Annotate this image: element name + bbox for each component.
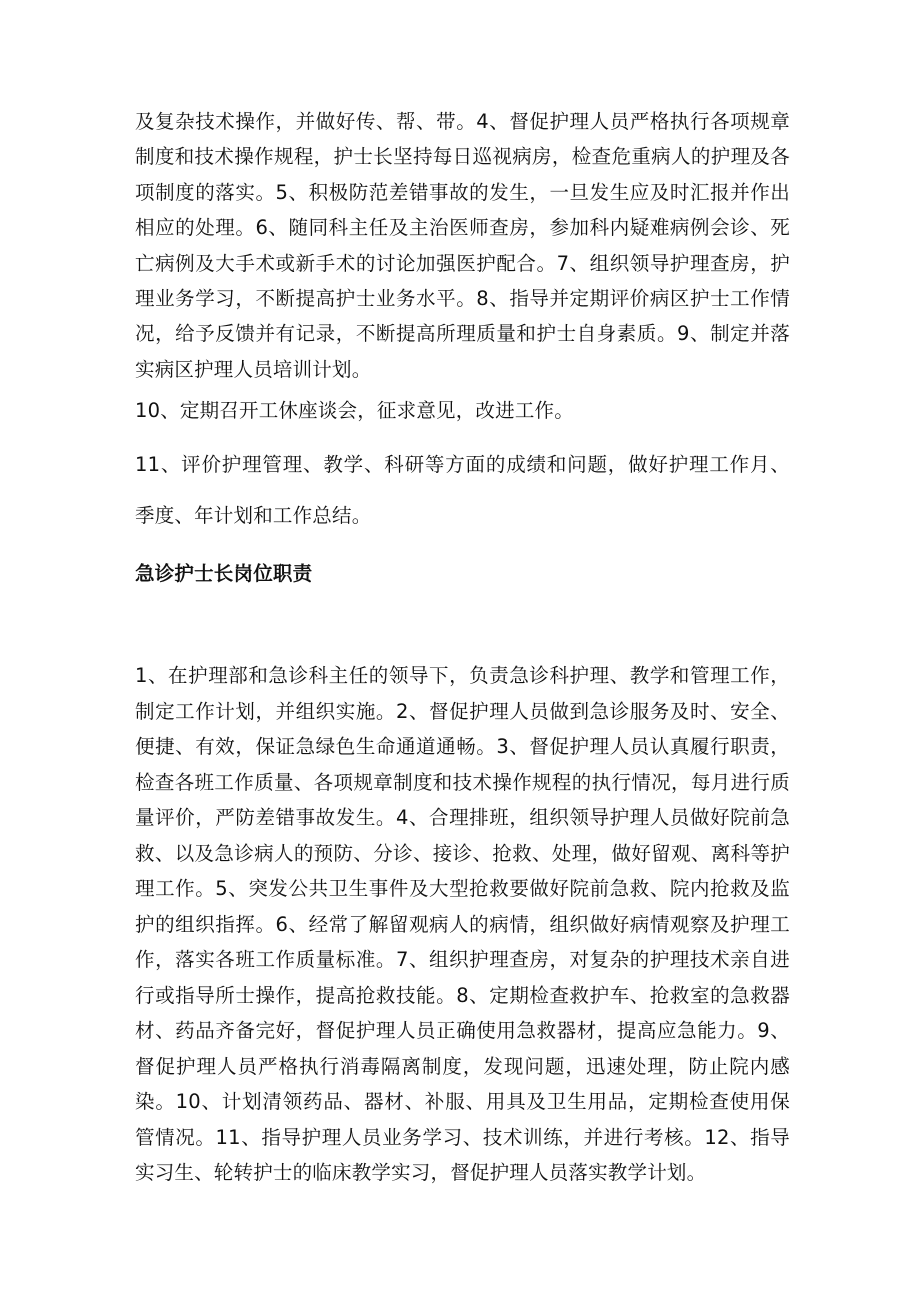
- paragraph-item-10: 10、定期召开工休座谈会，征求意见，改进工作。: [135, 399, 574, 422]
- paragraph-emergency-duties: 1、在护理部和急诊科主任的领导下，负责急诊科护理、教学和管理工作，制定工作计划，并组织实施。2、督促护理人员做到急诊服务及时、安全、便捷、有效，保证急绿色生命通道通畅。3、督促护理人员认真履行职责，检查各班工作质量、各项规章制度和技术操作规程的执行情况，每月进行质量评价，严防差错事故发生。4、合理排班，组织领导护理人员做好院前急救、以及急诊病人的预防、分诊、接诊、抢救、处理，做好留观、离科等护理工作。5、突发公共卫生事件及大型抢救要做好院前急救、院内抢救及监护的组织指挥。6、经常了解留观病人的病情，组织做好病情观察及护理工作，落实各班工作质量标准。7、组织护理查房，对复杂的护理技术亲自进行或指导所士操作，提高抢救技能。8、定期检查救护车、抢救室的急救器材、药品齐备完好，督促护理人员正确使用急救器材，提高应急能力。9、督促护理人员严格执行消毒隔离制度，发现问题，迅速处理，防止院内感染。10、计划清领药品、器材、补服、用具及卫生用品，定期检查使用保管情况。11、指导护理人员业务学习、技术训练，并进行考核。12、指导实习生、轮转护士的临床教学实习，督促护理人员落实教学计划。: [135, 664, 790, 1184]
- paragraph-duties-continued: 及复杂技术操作，并做好传、帮、带。4、督促护理人员严格执行各项规章制度和技术操作规程，护士长坚持每日巡视病房，检查危重病人的护理及各项制度的落实。5、积极防范差错事故的发生，一旦发生应及时汇报并作出相应的处理。6、随同科主任及主治医师查房，参加科内疑难病例会诊、死亡病例及大手术或新手术的讨论加强医护配合。7、组织领导护理查房，护理业务学习，不断提高护士业务水平。8、指导并定期评价病区护士工作情况，给予反馈并有记录，不断提高所理质量和护士自身素质。9、制定并落实病区护理人员培训计划。: [135, 110, 790, 381]
- paragraph-item-11: 11、评价护理管理、教学、科研等方面的成绩和问题，做好护理工作月、季度、年计划和工作总结。: [135, 453, 790, 527]
- section-heading: 急诊护士长岗位职责: [135, 562, 313, 585]
